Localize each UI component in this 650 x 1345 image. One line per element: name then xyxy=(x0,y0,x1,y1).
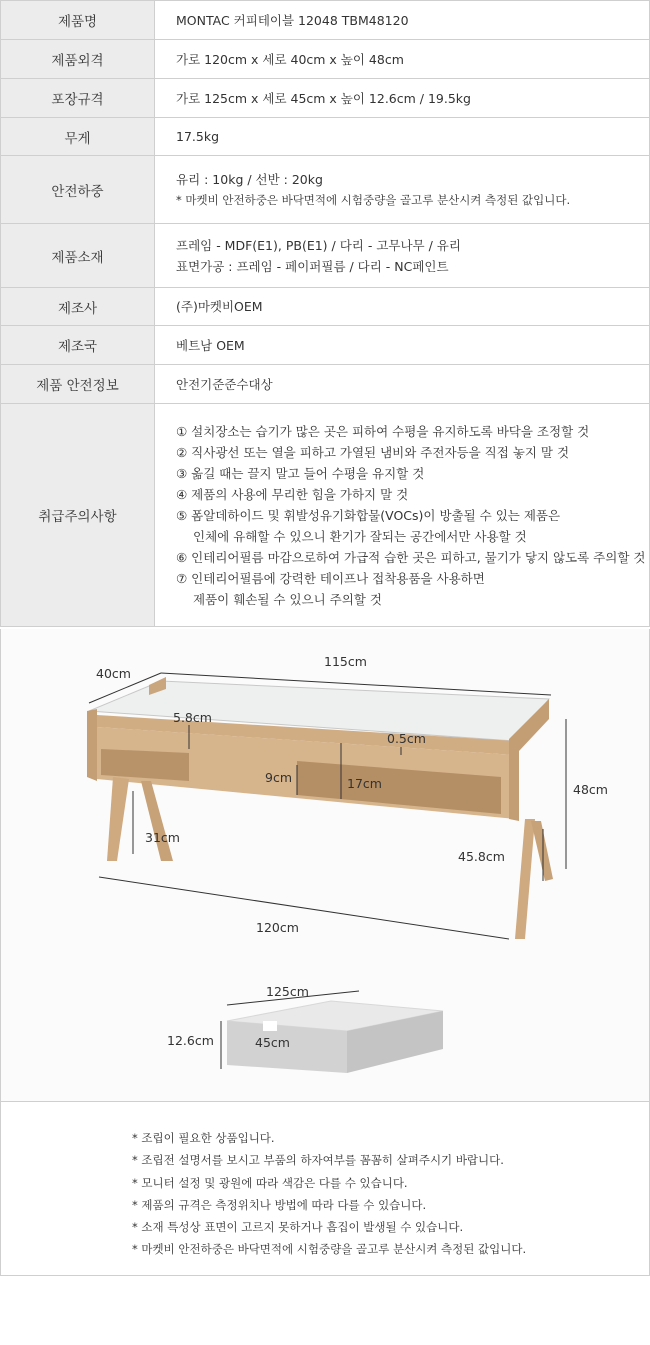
spec-row-safety-info xyxy=(0,365,650,404)
spec-value-line: 가로 120cm x 세로 40cm x 높이 48cm xyxy=(176,51,404,67)
spec-value-line: (주)마켓비OEM xyxy=(176,299,263,314)
notes-section xyxy=(0,1102,650,1276)
leg-back-right xyxy=(531,821,553,881)
leg-back-left xyxy=(141,781,173,861)
note-item: * 조립이 필요한 상품입니다. xyxy=(132,1131,275,1145)
dim-bottom-length: 120cm xyxy=(256,920,299,935)
frame-left-post xyxy=(87,709,97,781)
spec-value xyxy=(155,156,650,223)
spec-value xyxy=(155,40,650,78)
spec-value xyxy=(155,224,650,287)
caution-item: ③ 옮길 때는 끌지 말고 들어 수평을 유지할 것 xyxy=(176,465,425,481)
note-item: * 소재 특성상 표면이 고르지 못하거나 흠집이 발생될 수 있습니다. xyxy=(132,1220,464,1235)
spec-value-line: 프레임 - MDF(E1), PB(E1) / 다리 - 고무나무 / 유리 xyxy=(176,237,461,253)
spec-table xyxy=(0,0,650,627)
leg-front-right xyxy=(515,819,535,939)
spec-value xyxy=(155,1,650,39)
dim-shelf-gap: 9cm xyxy=(265,770,293,785)
spec-value xyxy=(155,404,650,626)
dim-leg-diagonal: 45.8cm xyxy=(458,849,505,864)
spec-label: 제품명 xyxy=(0,1,155,39)
caution-item-continued: 제품이 훼손될 수 있으니 주의할 것 xyxy=(193,591,382,607)
note-item: * 마켓비 안전하중은 바닥면적에 시험중량을 골고루 분산시켜 측정된 값입니다. xyxy=(132,1242,527,1257)
spec-row-manufacturer xyxy=(0,288,650,326)
dim-line-bottom-length xyxy=(99,877,509,939)
spec-row-safe-load xyxy=(0,156,650,224)
caution-item: ⑥ 인테리어필름 마감으로하여 가급적 습한 곳은 피하고, 물기가 닿지 않도록 주의할 것 xyxy=(176,549,646,565)
spec-label: 제품 안전정보 xyxy=(0,365,155,403)
spec-value-line: 안전기준준수대상 xyxy=(176,376,273,392)
spec-row-country xyxy=(0,326,650,365)
spec-value-line: MONTAC 커피테이블 12048 TBM48120 xyxy=(176,12,409,28)
dim-compartment-height: 17cm xyxy=(347,776,382,791)
spec-row-caution xyxy=(0,404,650,627)
spec-value-line: 17.5kg xyxy=(176,129,220,144)
spec-value-note: * 마켓비 안전하중은 바닥면적에 시험중량을 골고루 분산시켜 측정된 값입니다. xyxy=(176,192,571,207)
table-illustration xyxy=(1,629,650,1102)
spec-row-material xyxy=(0,224,650,288)
spec-label: 제품외격 xyxy=(0,40,155,78)
spec-row-package xyxy=(0,79,650,118)
note-item: * 조립전 설명서를 보시고 부품의 하자여부를 꼼꼼히 살펴주시기 바랍니다. xyxy=(132,1153,504,1168)
note-item: * 제품의 규격은 측정위치나 방법에 따라 다를 수 있습니다. xyxy=(132,1197,427,1212)
spec-label: 안전하중 xyxy=(0,156,155,223)
caution-item-continued: 인체에 유해할 수 있으니 환기가 잘되는 공간에서만 사용할 것 xyxy=(193,528,527,544)
leg-front-left xyxy=(107,777,129,861)
note-item: * 모니터 설정 및 광원에 따라 색감은 다를 수 있습니다. xyxy=(132,1175,408,1190)
dim-height: 48cm xyxy=(573,782,608,797)
spec-label: 포장규격 xyxy=(0,79,155,117)
dim-depth: 40cm xyxy=(96,666,131,681)
spec-row-weight xyxy=(0,118,650,156)
spec-value-line: 표면가공 : 프레임 - 페이퍼필름 / 다리 - NC페인트 xyxy=(176,258,449,274)
box-label xyxy=(263,1021,277,1031)
dim-frame-thickness: 5.8cm xyxy=(173,710,212,725)
spec-value-line: 베트남 OEM xyxy=(176,337,245,353)
dim-glass-thickness: 0.5cm xyxy=(387,731,426,746)
spec-value xyxy=(155,79,650,117)
caution-item: ⑤ 폼알데하이드 및 휘발성유기화합물(VOCs)이 방출될 수 있는 제품은 xyxy=(176,507,561,523)
dim-box-depth: 45cm xyxy=(255,1035,290,1050)
dim-box-height: 12.6cm xyxy=(167,1033,214,1048)
dimension-diagram xyxy=(0,629,650,1102)
spec-row-dimensions xyxy=(0,40,650,79)
spec-label: 무게 xyxy=(0,118,155,155)
spec-value-line: 유리 : 10kg / 선반 : 20kg xyxy=(176,171,323,187)
dim-top-length: 115cm xyxy=(324,654,367,669)
spec-label: 제품소재 xyxy=(0,224,155,287)
spec-value xyxy=(155,365,650,403)
spec-label: 취급주의사항 xyxy=(0,404,155,626)
spec-value xyxy=(155,326,650,364)
dim-box-length: 125cm xyxy=(266,984,309,999)
spec-value-line: 가로 125cm x 세로 45cm x 높이 12.6cm / 19.5kg xyxy=(176,90,471,106)
caution-item: ⑦ 인테리어필름에 강력한 테이프나 접착용품을 사용하면 xyxy=(176,570,485,586)
spec-row-product-name xyxy=(0,1,650,40)
caution-item: ④ 제품의 사용에 무리한 힘을 가하지 말 것 xyxy=(176,486,409,502)
caution-item: ① 설치장소는 습기가 많은 곳은 피하여 수평을 유지하도록 바닥을 조정할 것 xyxy=(176,423,590,439)
spec-value xyxy=(155,288,650,325)
spec-label: 제조사 xyxy=(0,288,155,325)
spec-value xyxy=(155,118,650,155)
dim-leg-height: 31cm xyxy=(145,830,180,845)
caution-item: ② 직사광선 또는 열을 피하고 가열된 냄비와 주전자등을 직접 놓지 말 것 xyxy=(176,444,570,460)
spec-label: 제조국 xyxy=(0,326,155,364)
